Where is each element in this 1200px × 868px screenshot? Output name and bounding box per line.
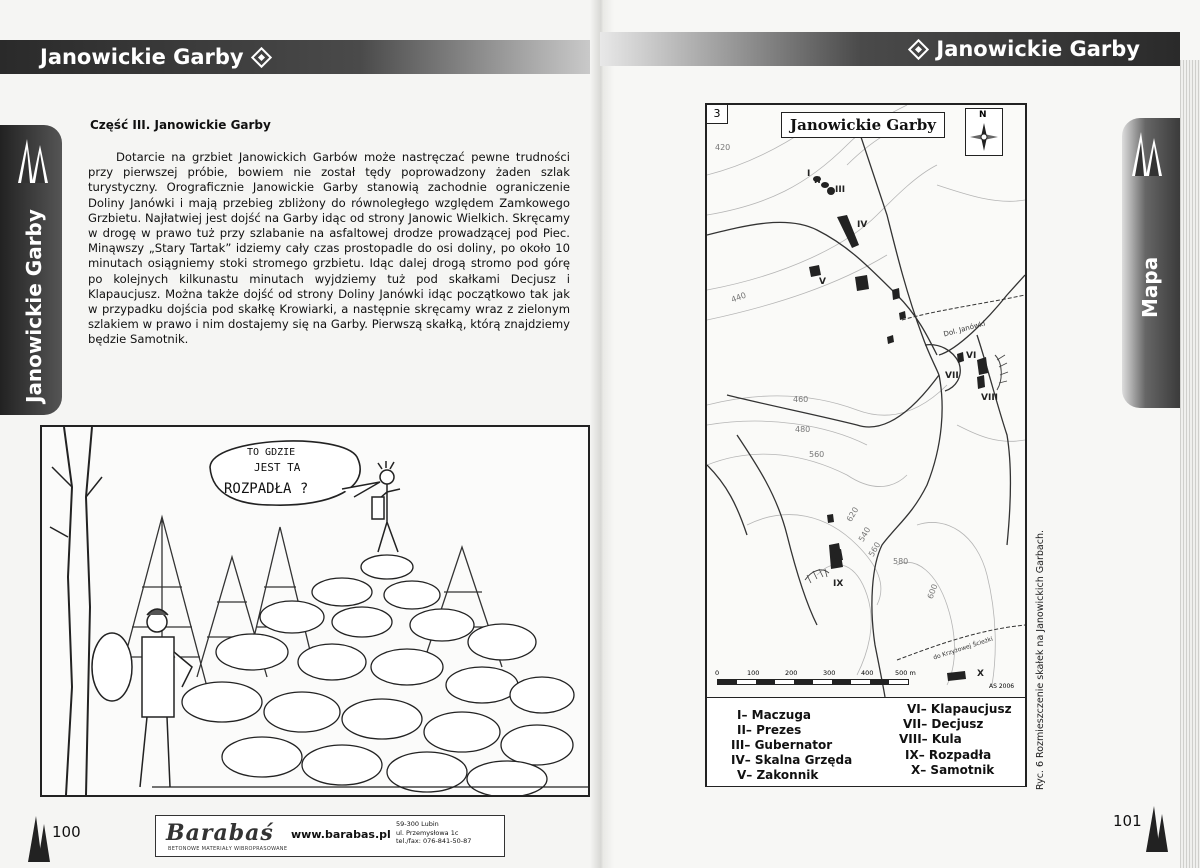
map-title: Janowickie Garby [781,112,945,138]
rock-label: VI [966,351,977,361]
mountain-peaks-icon [18,139,48,183]
ad-address [396,820,501,846]
rock-label: II [814,176,821,186]
rock-label: IV [857,220,868,230]
cartoon-illustration [40,425,590,797]
right-footer-peaks-icon [1146,806,1168,852]
map-credit: AS 2006 [989,683,1015,690]
legend-item: VI– Klapaucjusz [907,702,1012,716]
scale-tick: 0 [715,669,720,677]
scale-bar [717,679,909,685]
rock-label: X [977,669,984,679]
contour-label: 560 [809,450,825,459]
ad-address-line2: ul. Przemysłowa 1c [396,828,459,837]
diamond-icon [251,46,272,67]
contour-label: 540 [856,525,873,544]
contour-label: 560 [866,540,883,559]
contour-label: 420 [715,143,731,152]
mountain-peaks-icon [1132,132,1162,176]
rock-label: VIII [981,393,999,403]
body-paragraph: Dotarcie na grzbiet Janowickich Garbów może nastręczać pewne trudności przy pierwszej próbie, bowiem nie został tędy poprowadzony żaden szlak turystyczny. Orograficznie Janowickie Garby stanowią zachodnie ograniczenie Doliny Janówki i mają przebieg zbliżony do równoległego względem Zamkowego Grzbietu. Najłatwiej jest dojść na Garby idąc od strony Janowic Wielkich. Skręcamy w drogę w prawo tuż przy szlabanie na asfaltowej drodze prowadzącej pod Piec. Minąwszy „Stary Tartak” idziemy cały czas prostopadle do osi doliny, po około 10 minutach osiągniemy stoki stromego grzbietu. Idąc dalej drogą stromo pod górę po kolejnych kilkunastu minutach wyjdziemy tuż pod skałkami Decjusz i Klapaucjusz. Można także dojść od strony Doliny Janówki idąc początkowo tak jak w przypadku dojścia pod skałkę Krowiarki, a następnie skręcamy wraz z zielonym szlakiem w prawo i nim dostajemy się na Garby. Pierwszą skałką, którą znajdziemy będzie Samotnik. [88,150,570,347]
contour-label: 580 [893,557,909,566]
advertisement[interactable] [155,815,505,857]
diamond-icon [908,38,929,59]
cartoon-drawing [42,427,588,795]
scale-tick: 300 [823,669,836,677]
scale-tick: 400 [861,669,874,677]
contour-label: 600 [925,582,940,601]
contour-label: 460 [793,395,809,404]
legend-item: III– Gubernator [731,738,833,752]
right-header-title: Janowickie Garby [936,37,1140,61]
rock-label: IX [833,579,844,589]
scale-tick: 100 [747,669,760,677]
book-gutter [590,0,614,868]
left-page-number: 100 [52,823,81,841]
left-footer-peaks-icon [28,816,50,862]
ad-logo: Barabaś [166,820,274,846]
map-legend [707,697,1025,786]
rock-label: III [835,185,846,195]
left-side-tab [0,125,62,415]
rock-label: V [819,277,826,287]
page-edges [1180,60,1200,868]
rock-label: VII [945,371,959,381]
speech-line-3: ROZPADŁA ? [224,481,309,497]
legend-item: II– Prezes [737,723,802,737]
right-page-number: 101 [1113,812,1142,830]
ad-tagline: BETONOWE MATERIAŁY WIBROPRASOWANE [168,846,288,852]
speech-line-2: JEST TA [254,461,301,474]
legend-item: IX– Rozpadła [905,748,992,762]
legend-item: V– Zakonnik [737,768,819,782]
contour-label: 480 [795,425,811,434]
ad-address-line1: 59-300 Lubin [396,820,439,828]
left-side-tab-label: Janowickie Garby [22,209,46,403]
ad-phone: tel./fax: 076-841-50-87 [396,837,472,845]
figure-caption: Ryc. 6 Rozmieszczenie skałek na Janowickich Garbach. [1035,530,1046,790]
speech-line-1: TO GDZIE [247,447,296,458]
map-drawing [707,105,1025,697]
road-label: Dol. Janówki [942,319,987,339]
legend-item: I– Maczuga [737,708,812,722]
compass-rose-icon [966,121,1002,155]
right-side-tab-label: Mapa [1138,256,1162,318]
legend-item: VIII– Kula [899,732,962,746]
scale-tick: 200 [785,669,798,677]
compass-north-label: N [979,110,987,120]
section-title: Część III. Janowickie Garby [90,118,271,132]
compass [965,108,1003,156]
contour-label: 440 [729,290,748,305]
legend-item: VII– Decjusz [903,717,984,731]
left-header [0,40,600,74]
road-label: do Krzyżowej Ścieżki [932,635,994,662]
ad-website-link[interactable]: www.barabas.pl [291,828,391,841]
map-number: 3 [707,105,728,124]
right-header [600,32,1180,66]
map-figure [705,103,1027,787]
legend-item: IV– Skalna Grzęda [731,753,853,767]
contour-label: 620 [844,505,861,524]
left-header-title: Janowickie Garby [40,45,244,69]
legend-item: X– Samotnik [911,763,995,777]
scale-tick: 500 m [895,669,916,677]
rock-label: I [807,169,811,179]
